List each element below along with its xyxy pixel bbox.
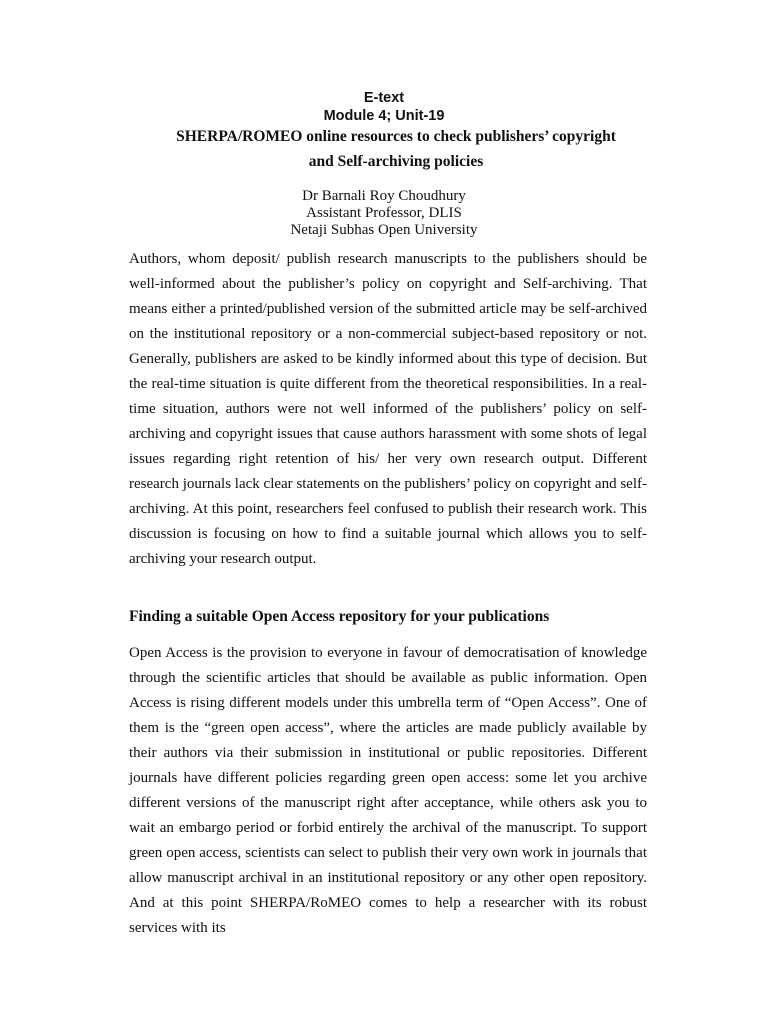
author-name: Dr Barnali Roy Choudhury (302, 188, 466, 204)
body-paragraph-1: Authors, whom deposit/ publish research manuscripts to the publishers should be well-informed about the publisher’s policy on copyright and Self-archiving. That means either a printed/published version of the submitted article may be self-archived on the institutional repository or a non-commercial subject-based repository or not. Generally, publishers are asked to be kindly informed about this type of decision. But the real-time situation is quite different from the theoretical responsibilities. In a real-time situation, authors were not well informed of the publishers’ policy on self-archiving and copyright issues that cause authors harassment with some shots of legal issues regarding right retention of his/ her very own research output. Different research journals lack clear statements on the publishers’ policy on copyright and self-archiving. At this point, researchers feel confused to publish their research work. This discussion is focusing on how to find a suitable journal which allows you to self-archiving your research output. (129, 251, 647, 567)
document-header (0, 89, 768, 125)
author-position: Assistant Professor, DLIS (306, 205, 462, 221)
author-institution: Netaji Subhas Open University (290, 222, 478, 238)
section-heading: Finding a suitable Open Access repository for your publications (129, 608, 550, 625)
author-block (0, 188, 768, 239)
document-title (0, 124, 768, 174)
title-line-1: SHERPA/ROMEO online resources to check publishers’ copyright (176, 128, 616, 145)
title-line-2: and Self-archiving policies (308, 153, 484, 170)
module-label: Module 4; Unit-19 (323, 108, 445, 124)
etext-label: E-text (363, 90, 405, 106)
body-paragraph-2: Open Access is the provision to everyone in favour of democratisation of knowledge through the scientific articles that should be available as public information. Open Access is rising different models under this umbrella term of “Open Access”. One of them is the “green open access”, where the articles are made publicly available by their authors via their submission in institutional or public repositories. Different journals have different policies regarding green open access: some let you archive different versions of the manuscript right after acceptance, while others ask you to wait an embargo period or forbid entirely the archival of the manuscript. To support green open access, scientists can select to publish their very own work in journals that allow manuscript archival in an institutional repository or any other open repository. And at this point SHERPA/RoMEO comes to help a researcher with its robust services with its (129, 645, 647, 936)
